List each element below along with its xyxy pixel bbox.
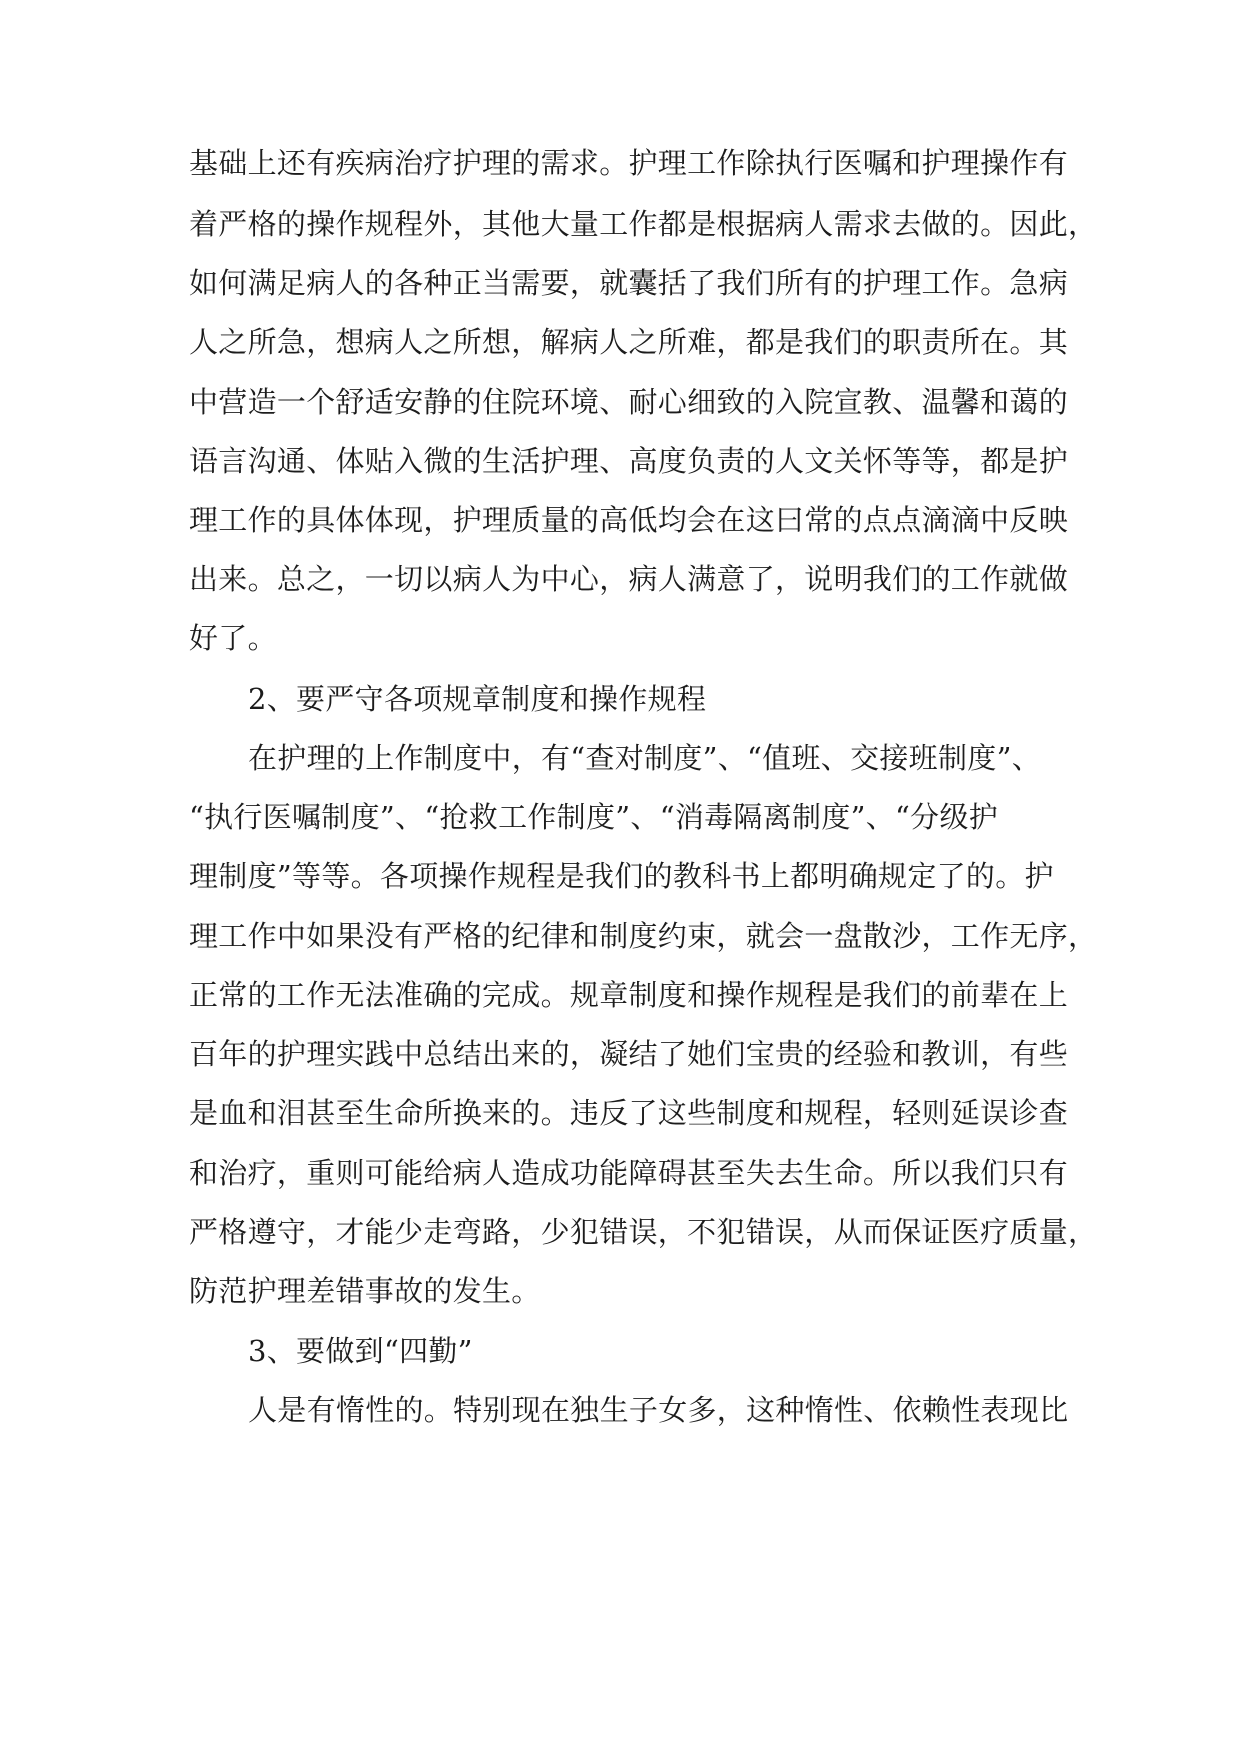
body-text-line: 是血和泪甚至生命所换来的。违反了这些制度和规程，轻则延误诊查 (189, 1096, 1069, 1130)
body-text-line: 百年的护理实践中总结出来的，凝结了她们宝贵的经验和教训，有些 (189, 1037, 1069, 1071)
body-text-line: 人之所急，想病人之所想，解病人之所难，都是我们的职责所在。其 (189, 325, 1069, 359)
body-text-line: 着严格的操作规程外，其他大量工作都是根据病人需求去做的。因此， (189, 207, 1098, 241)
section-heading: 3、要做到“四勤” (248, 1334, 473, 1368)
body-text-line: 好了。 (189, 621, 277, 655)
body-text-line: 正常的工作无法准确的完成。规章制度和操作规程是我们的前辈在上 (189, 978, 1069, 1012)
body-text-line: 严格遵守，才能少走弯路，少犯错误，不犯错误，从而保证医疗质量， (189, 1215, 1098, 1249)
body-text-line: 中营造一个舒适安静的住院环境、耐心细致的入院宣教、温馨和蔼的 (189, 385, 1069, 419)
body-text-line: “执行医嘱制度”、“抢救工作制度”、“消毒隔离制度”、“分级护 (189, 800, 999, 834)
paragraph-first-line: 在护理的上作制度中，有“查对制度”、“值班、交接班制度”、 (248, 741, 1042, 775)
body-text-line: 基础上还有疾病治疗护理的需求。护理工作除执行医嘱和护理操作有 (189, 146, 1069, 180)
body-text-line: 防范护理差错事故的发生。 (189, 1274, 541, 1308)
body-text-line: 理工作的具体体现，护理质量的高低均会在这曰常的点点滴滴中反映 (189, 503, 1069, 537)
body-text-line: 理工作中如果没有严格的纪律和制度约束，就会一盘散沙，工作无序， (189, 919, 1098, 953)
body-text-line: 出来。总之，一切以病人为中心，病人满意了，说明我们的工作就做 (189, 562, 1069, 596)
body-text-line: 语言沟通、体贴入微的生活护理、高度负责的人文关怀等等，都是护 (189, 444, 1069, 478)
body-text-line: 理制度”等等。各项操作规程是我们的教科书上都明确规定了的。护 (189, 859, 1054, 893)
paragraph-first-line: 人是有惰性的。特别现在独生子女多，这种惰性、依赖性表现比 (248, 1393, 1069, 1427)
body-text-line: 如何满足病人的各种正当需要，就囊括了我们所有的护理工作。急病 (189, 266, 1069, 300)
body-text-line: 和治疗，重则可能给病人造成功能障碍甚至失去生命。所以我们只有 (189, 1156, 1069, 1190)
section-heading: 2、要严守各项规章制度和操作规程 (248, 682, 707, 716)
